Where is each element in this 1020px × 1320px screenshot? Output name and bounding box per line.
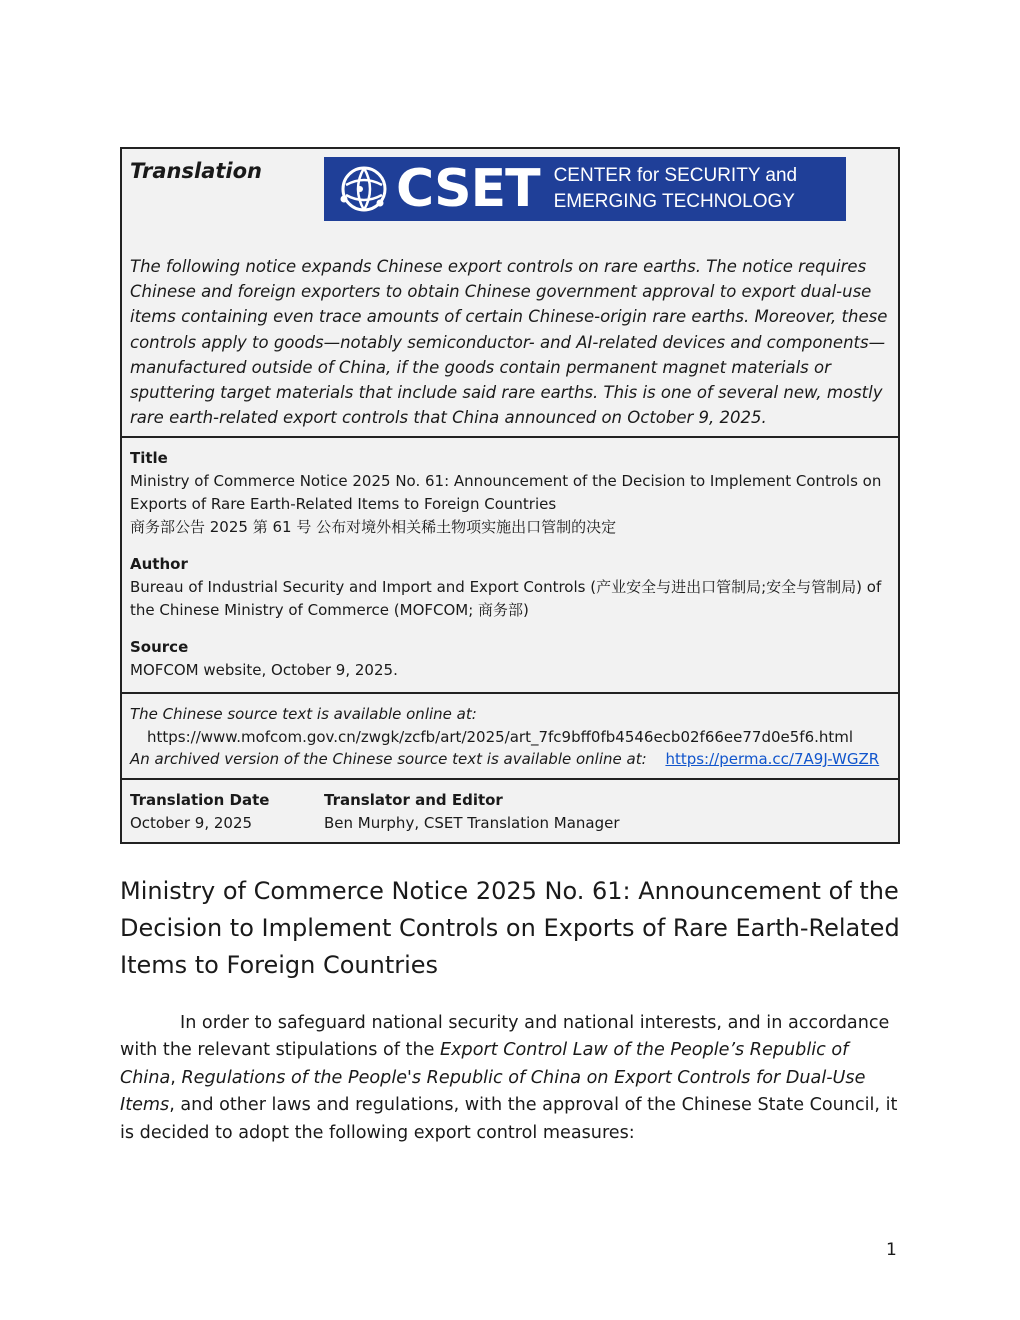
paragraph-separator: , — [170, 1067, 182, 1088]
metadata-section — [122, 438, 898, 694]
globe-network-icon — [338, 163, 390, 215]
law-reference-2: Regulations of the People's Republic of China on Export Controls for Dual-Use Items — [120, 1067, 866, 1116]
source-text: MOFCOM website, October 9, 2025. — [130, 661, 398, 679]
author-block — [130, 553, 890, 622]
source-block — [130, 636, 890, 682]
translator-column — [324, 789, 620, 842]
title-chinese: 商务部公告 2025 第 61 号 公布对境外相关稀土物项实施出口管制的决定 — [130, 518, 617, 536]
translation-date-column — [130, 789, 324, 842]
credits-section — [122, 780, 898, 842]
paragraph-intro: In order to safeguard national security and national interests, and in accordance with the relevant stipulations of the — [120, 1013, 890, 1061]
logo-line-2: EMERGING TECHNOLOGY — [553, 191, 795, 212]
author-text: Bureau of Industrial Security and Import and Export Controls (产业安全与进出口管制局;安全与管制局) of the Chinese Ministry of Commerce (MOFCOM; 商务部) — [130, 578, 882, 619]
logo-abbreviation: CSET — [396, 159, 540, 219]
translation-label: Translation — [130, 159, 262, 183]
archive-label: An archived version of the Chinese source text is available online at: — [130, 750, 647, 768]
logo-full-name — [554, 163, 798, 215]
body-paragraph — [120, 1010, 898, 1147]
logo-line-1: CENTER for SECURITY and — [553, 165, 798, 186]
online-label: The Chinese source text is available online at: — [130, 705, 477, 723]
title-label: Title — [130, 449, 168, 467]
source-url[interactable]: https://www.mofcom.gov.cn/zwgk/zcfb/art/2025/art_7fc9bff0fb4546ecb02f66ee77d0e5f6.html — [147, 727, 854, 746]
law-reference-1: Export Control Law of the People’s Republic of China — [120, 1040, 849, 1088]
header-section — [122, 149, 898, 438]
page-number: 1 — [886, 1240, 897, 1260]
source-label: Source — [130, 638, 189, 656]
document-info-table — [120, 147, 900, 844]
archive-link[interactable]: https://perma.cc/7A9J-WGZR — [665, 750, 880, 768]
source-links-section — [122, 694, 898, 780]
translation-date: October 9, 2025 — [130, 814, 253, 832]
title-english: Ministry of Commerce Notice 2025 No. 61: Announcement of the Decision to Implement Controls on Exports of Rare Earth-Related Items to Foreign Countries — [130, 472, 882, 513]
translation-date-label: Translation Date — [130, 791, 270, 809]
paragraph-end: , and other laws and regulations, with the approval of the Chinese State Council, it is decided to adopt the following export control measures: — [120, 1095, 898, 1143]
intro-summary: The following notice expands Chinese export controls on rare earths. The notice requires Chinese and foreign exporters to obtain Chinese government approval to export dual-use items containing even trace amounts of certain Chinese-origin rare earths. Moreover, these controls apply to goods—notably semiconductor- and AI-related devices and components—manufactured outside of China, if the goods contain permanent magnet materials or sputtering target materials that include said rare earths. This is one of several new, mostly rare earth-related export controls that China announced on October 9, 2025. — [130, 257, 888, 428]
author-label: Author — [130, 555, 188, 573]
title-block — [130, 447, 890, 539]
cset-logo — [324, 157, 846, 221]
translator-label: Translator and Editor — [324, 791, 503, 809]
translator-name: Ben Murphy, CSET Translation Manager — [324, 814, 620, 832]
document-title: Ministry of Commerce Notice 2025 No. 61: Announcement of the Decision to Implement Controls on Exports of Rare Earth-Related Items to Foreign Countries — [120, 877, 900, 979]
